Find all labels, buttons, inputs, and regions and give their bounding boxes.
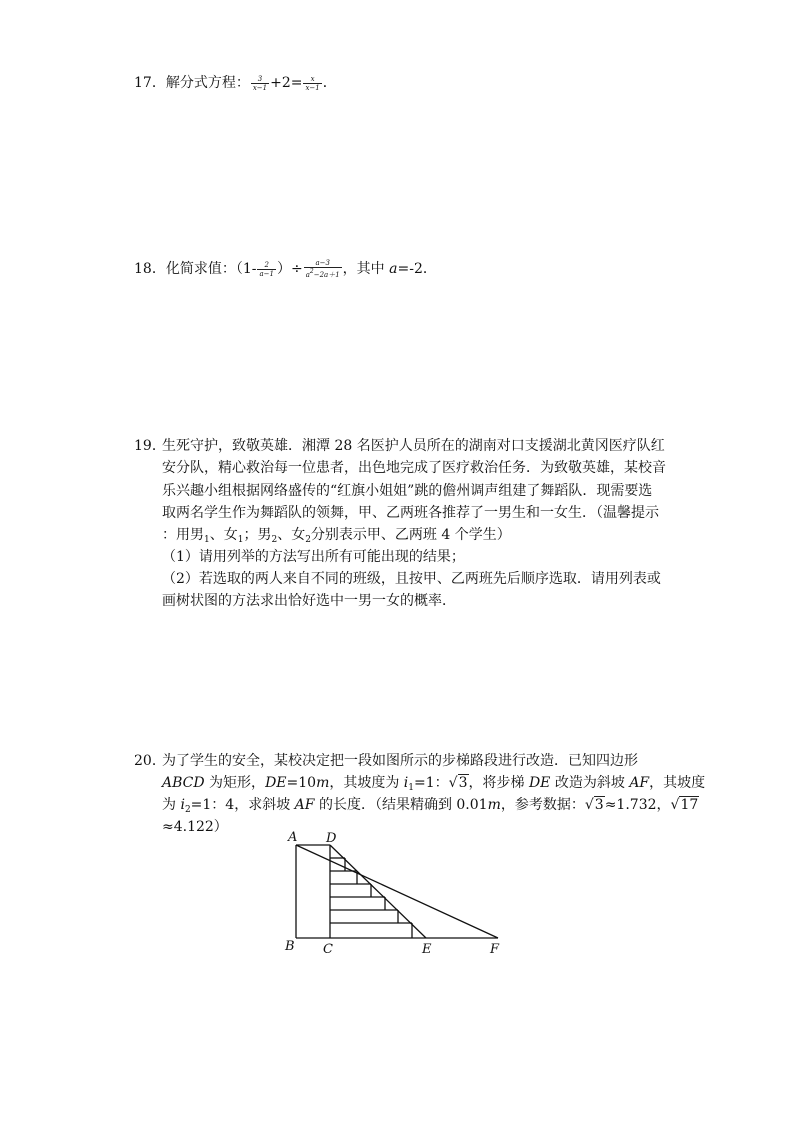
label-f: F bbox=[490, 942, 500, 957]
fraction: $\frac{x}{x-1}$ bbox=[305, 74, 320, 92]
label-c: C bbox=[323, 942, 333, 957]
label-b: B bbox=[285, 939, 295, 954]
text-line: 生死守护，致敬英雄．湘潭 28 名医护人员所在的湖南对口支援湖北黄冈医疗队红 bbox=[162, 438, 665, 454]
text-line: ≈4.122） bbox=[162, 819, 228, 835]
text-line: ABCD 为矩形，DE=10m，其坡度为 $i_1=1$：√3，将步梯 DE 改造为斜坡 AF，其坡度 bbox=[162, 775, 706, 793]
text-line: 取两名学生作为舞蹈队的领舞，甲、乙两班各推荐了一男生和一女生．（温馨提示 bbox=[162, 505, 659, 521]
question-17: 17．解分式方程： $\frac{3}{x-1}$ +2= $\frac{x}{x-1}$ ． bbox=[134, 74, 337, 92]
sqrt-symbol: √17 bbox=[670, 797, 699, 813]
text-line: （2）若选取的两人来自不同的班级，且按甲、乙两班先后顺序选取．请用列表或 bbox=[162, 571, 661, 587]
fraction: $\frac{a-3}{a^2-2a+1}$ bbox=[305, 259, 340, 279]
fraction: $\frac{2}{a-1}$ bbox=[259, 260, 274, 278]
text-line: 安分队，精心救治每一位患者，出色地完成了医疗救治任务．为致敬英雄，某校音 bbox=[162, 460, 666, 476]
question-number: 18． bbox=[134, 261, 166, 277]
text-line: 乐兴趣小组根据网络盛传的“红旗小姐姐”跳的儋州调声组建了舞蹈队．现需要选 bbox=[162, 483, 653, 499]
fraction: $\frac{3}{x-1}$ bbox=[252, 74, 268, 92]
sqrt-symbol: √3 bbox=[584, 797, 604, 813]
text-line: 画树状图的方法求出恰好选中一男一女的概率． bbox=[162, 593, 456, 609]
text-line: 为了学生的安全，某校决定把一段如图所示的步梯路段进行改造．已知四边形 bbox=[162, 753, 638, 769]
stair-steps bbox=[330, 858, 412, 938]
question-18: 18．化简求值：（1- $\frac{2}{a-1}$ ）÷ $\frac{a-3}{a^2-2a+1}$ ，其中 a=-2． bbox=[134, 259, 437, 279]
question-number: 20． bbox=[134, 753, 166, 769]
text-line: （1）请用列举的方法写出所有可能出现的结果； bbox=[162, 549, 465, 565]
question-number: 19． bbox=[134, 438, 166, 454]
question-number: 17． bbox=[134, 75, 166, 91]
label-a: A bbox=[288, 830, 298, 845]
sqrt-symbol: √3 bbox=[448, 775, 468, 791]
slope-af bbox=[296, 845, 498, 938]
label-e: E bbox=[422, 942, 432, 957]
label-d: D bbox=[326, 831, 337, 846]
text-line: 为 $i_2=1$：4，求斜坡 AF 的长度．（结果精确到 0.01m，参考数据：√3≈1.732，√17 bbox=[162, 797, 699, 815]
text-line: ：用男$_1$、女$_1$；男$_2$、女$_2$分别表示甲、乙两班 4 个学生） bbox=[162, 527, 511, 545]
slope-de bbox=[330, 845, 426, 938]
